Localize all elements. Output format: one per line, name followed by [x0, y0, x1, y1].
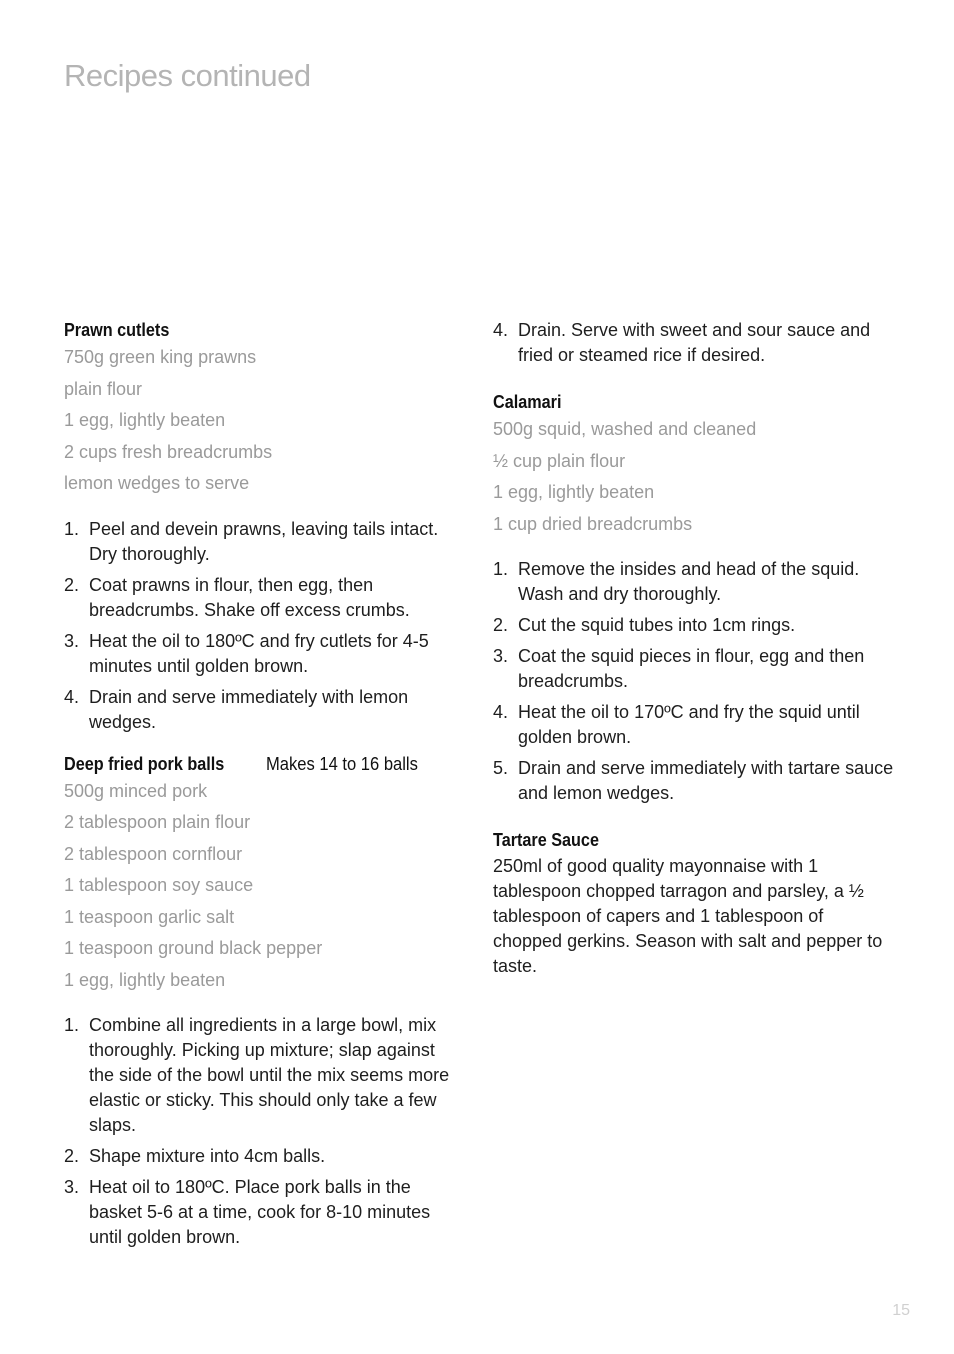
step-number: 2. — [64, 574, 80, 595]
method-step — [493, 700, 895, 750]
right-column — [493, 318, 895, 979]
recipe-deep-fried-pork-balls — [64, 752, 464, 1251]
method-step — [64, 629, 464, 679]
ingredient-item: 2 cups fresh breadcrumbs — [64, 441, 273, 462]
left-column — [64, 318, 464, 1267]
ingredient-item: 1 tablespoon soy sauce — [64, 875, 254, 895]
method-step — [493, 318, 895, 368]
step-text: Cut the squid tubes into 1cm rings. — [518, 615, 796, 635]
method-step — [64, 1013, 464, 1138]
method-step — [493, 557, 895, 607]
ingredient-item: 2 tablespoon cornflour — [64, 843, 243, 864]
ingredient-item: 1 cup dried breadcrumbs — [493, 513, 693, 534]
recipe-title: Tartare Sauce — [493, 830, 599, 850]
step-text: Heat the oil to 170ºC and fry the squid until golden brown. — [518, 702, 860, 747]
step-number: 4. — [493, 702, 509, 722]
method-step — [493, 613, 895, 638]
ingredient-item: 1 teaspoon ground black pepper — [64, 938, 323, 958]
step-number: 1. — [64, 518, 80, 539]
method-steps — [64, 1013, 464, 1250]
method-step — [493, 756, 895, 806]
recipe-calamari — [493, 390, 895, 806]
recipe-text: 250ml of good quality mayonnaise with 1 tablespoon chopped tarragon and parsley, a ½ tablespoon of capers and 1 tablespoon of chopped gerkins. Season with salt and pepper to taste. — [493, 856, 883, 976]
step-text: Drain. Serve with sweet and sour sauce and fried or steamed rice if desired. — [518, 320, 871, 365]
step-text: Shape mixture into 4cm balls. — [89, 1146, 326, 1166]
ingredient-item: 1 egg, lightly beaten — [64, 410, 226, 430]
method-step — [493, 644, 895, 694]
ingredient-list — [64, 342, 464, 500]
ingredient-item: 1 teaspoon garlic salt — [64, 906, 235, 927]
ingredient-item: 500g squid, washed and cleaned — [493, 419, 757, 439]
method-step — [64, 1175, 464, 1250]
step-number: 1. — [493, 559, 509, 579]
step-text: Heat oil to 180ºC. Place pork balls in the basket 5-6 at a time, cook for 8-10 minutes until golden brown. — [89, 1177, 431, 1247]
ingredient-item: 2 tablespoon plain flour — [64, 812, 251, 832]
step-text: Peel and devein prawns, leaving tails intact. Dry thoroughly. — [89, 518, 439, 564]
method-steps-continued — [493, 318, 895, 368]
ingredient-item: 750g green king prawns — [64, 347, 257, 367]
step-text: Combine all ingredients in a large bowl, mix thoroughly. Picking up mixture; slap against the side of the bowl until the mix seems more elastic or sticky. This should only take a few slaps. — [89, 1015, 450, 1135]
recipe-prawn-cutlets — [64, 318, 464, 735]
method-step — [64, 517, 464, 567]
step-text: Remove the insides and head of the squid. Wash and dry thoroughly. — [518, 559, 860, 604]
ingredient-item: plain flour — [64, 378, 143, 399]
method-step — [64, 573, 464, 623]
method-steps — [493, 557, 895, 806]
step-number: 2. — [64, 1146, 80, 1166]
recipe-yield: Makes 14 to 16 balls — [266, 753, 418, 774]
step-number: 3. — [64, 1177, 80, 1197]
step-number: 3. — [64, 630, 80, 651]
page-title: Recipes continued — [64, 58, 311, 93]
ingredient-list — [64, 776, 464, 997]
ingredient-item: 1 egg, lightly beaten — [493, 482, 655, 502]
step-text: Coat prawns in flour, then egg, then breadcrumbs. Shake off excess crumbs. — [89, 574, 410, 620]
recipe-heading-row — [64, 752, 464, 776]
method-step — [64, 685, 464, 735]
recipe-title: Calamari — [493, 392, 562, 412]
recipe-title: Deep fried pork balls — [64, 753, 225, 774]
step-text: Coat the squid pieces in flour, egg and then breadcrumbs. — [518, 646, 865, 691]
step-text: Drain and serve immediately with lemon wedges. — [89, 686, 409, 732]
ingredient-item: 500g minced pork — [64, 780, 208, 801]
method-steps — [64, 517, 464, 735]
step-number: 3. — [493, 646, 509, 666]
step-number: 1. — [64, 1015, 80, 1035]
page-number: 15 — [892, 1302, 910, 1319]
ingredient-item: ½ cup plain flour — [493, 450, 626, 471]
ingredient-item: lemon wedges to serve — [64, 473, 250, 493]
step-text: Drain and serve immediately with tartare sauce and lemon wedges. — [518, 758, 894, 803]
recipe-title: Prawn cutlets — [64, 320, 170, 340]
ingredient-item: 1 egg, lightly beaten — [64, 969, 226, 990]
ingredient-list — [493, 414, 895, 540]
step-number: 4. — [64, 686, 80, 707]
method-step — [64, 1144, 464, 1169]
step-number: 5. — [493, 758, 509, 778]
step-number: 2. — [493, 615, 509, 635]
recipe-tartare-sauce — [493, 828, 895, 979]
step-text: Heat the oil to 180ºC and fry cutlets for 4-5 minutes until golden brown. — [89, 630, 429, 676]
step-number: 4. — [493, 320, 509, 340]
